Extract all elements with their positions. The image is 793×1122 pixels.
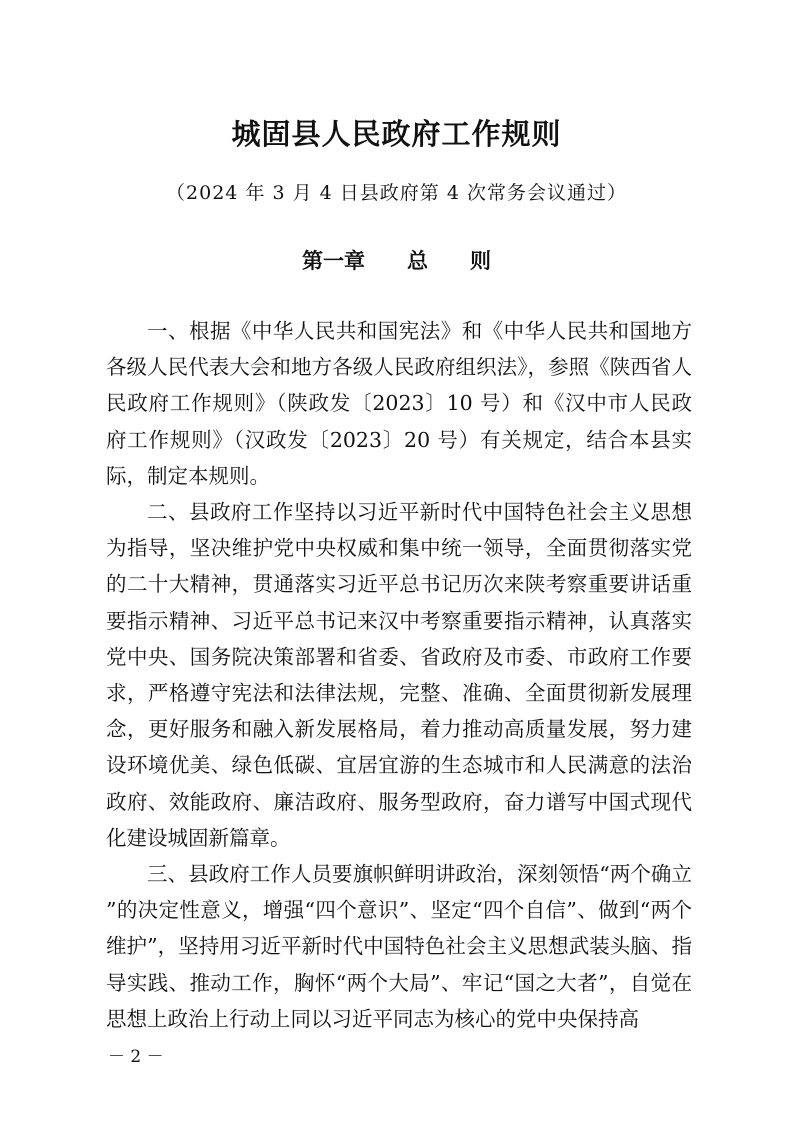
chapter-heading: 第一章 总 则 [302, 249, 491, 273]
paragraph-2: 二、县政府工作坚持以习近平新时代中国特色社会主义思想为指导，坚决维护党中央权威和集中统一领导，全面贯彻落实党的二十大精神，贯通落实习近平总书记历次来陕考察重要讲话重要指示精神、习近平总书记来汉中考察重要指示精神，认真落实党中央、国务院决策部署和省委、省政府及市委、市政府工作要求，严格遵守宪法和法律法规，完整、准确、全面贯彻新发展理念，更好服务和融入新发展格局，着力推动高质量发展，努力建设环境优美、绿色低碳、宜居宜游的生态城市和人民满意的法治政府、效能政府、廉洁政府、服务型政府，奋力谱写中国式现代化建设城固新篇章。 [106, 500, 692, 850]
document-body [106, 313, 692, 1037]
document-title: 城固县人民政府工作规则 [231, 117, 562, 151]
page-number: － 2 － [108, 1047, 164, 1067]
paragraph-1: 一、根据《中华人民共和国宪法》和《中华人民共和国地方各级人民代表大会和地方各级人民政府组织法》，参照《陕西省人民政府工作规则》（陕政发〔2023〕10 号）和《汉中市人民政府工作规则》（汉政发〔2023〕20 号）有关规定，结合本县实际，制定本规则。 [106, 319, 692, 488]
paragraph-3: 三、县政府工作人员要旗帜鲜明讲政治，深刻领悟“两个确立”的决定性意义，增强“四个意识”、坚定“四个自信”、做到“两个维护”，坚持用习近平新时代中国特色社会主义思想武装头脑、指导实践、推动工作，胸怀“两个大局”、牢记“国之大者”，自觉在思想上政治上行动上同以习近平同志为核心的党中央保持高 [106, 862, 692, 1031]
document-subtitle: （2024 年 3 月 4 日县政府第 4 次常务会议通过） [166, 182, 627, 204]
